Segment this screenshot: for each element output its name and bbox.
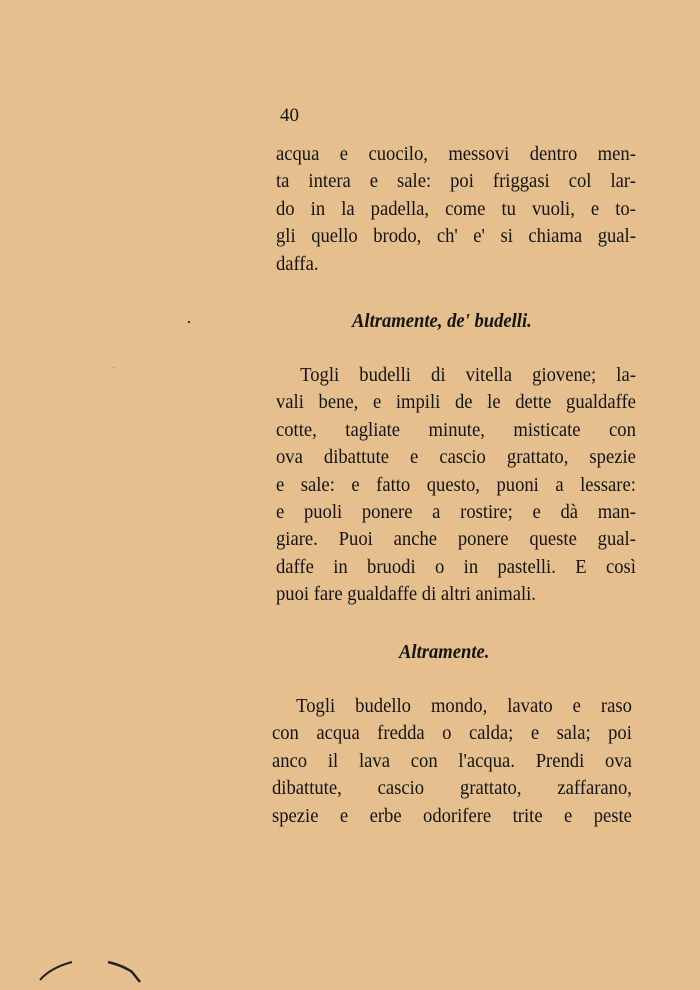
text-line: daffe in bruodi o in pastelli. E così — [276, 555, 636, 578]
text-line: gli quello brodo, ch' e' si chiama gual- — [276, 225, 636, 248]
paragraph — [272, 693, 632, 830]
section-heading: Altramente. — [399, 641, 490, 663]
left-curl-mark — [40, 962, 72, 980]
section-heading: Altramente, de' budelli. — [352, 310, 532, 332]
paragraph-continuation — [276, 141, 636, 278]
text-line: dibattute, cascio grattato, zaffarano, — [272, 777, 632, 800]
page-number: 40 — [280, 105, 299, 126]
text-line: vali bene, e impili de le dette gualdaffe — [276, 391, 636, 414]
scan-speck — [113, 367, 114, 368]
text-line: anco il lava con l'acqua. Prendi ova — [272, 749, 632, 772]
text-line: ta intera e sale: poi friggasi col lar- — [276, 170, 636, 193]
text-line: giare. Puoi anche ponere queste gual- — [276, 528, 636, 551]
text-line: con acqua fredda o calda; e sala; poi — [272, 722, 632, 745]
text-line: ova dibattute e cascio grattato, spezie — [276, 446, 636, 469]
right-curl-mark — [108, 962, 140, 982]
text-line: Togli budello mondo, lavato e raso — [296, 695, 632, 717]
text-line: spezie e erbe odorifere trite e peste — [272, 804, 632, 827]
text-line: acqua e cuocilo, messovi dentro men- — [276, 143, 636, 165]
text-line: cotte, tagliate minute, misticate con — [276, 418, 636, 441]
page-corner-mark — [36, 950, 156, 990]
text-line: do in la padella, come tu vuoli, e to- — [276, 197, 636, 220]
text-line: e puoli ponere a rostire; e dà man- — [276, 500, 636, 523]
text-line: daffa. — [276, 252, 319, 275]
text-line: Togli budelli di vitella giovene; la- — [300, 364, 636, 386]
paragraph — [276, 362, 636, 609]
scan-speck — [188, 321, 190, 323]
text-line: e sale: e fatto questo, puoni a lessare: — [276, 473, 636, 496]
text-line: puoi fare gualdaffe di altri animali. — [276, 583, 536, 606]
